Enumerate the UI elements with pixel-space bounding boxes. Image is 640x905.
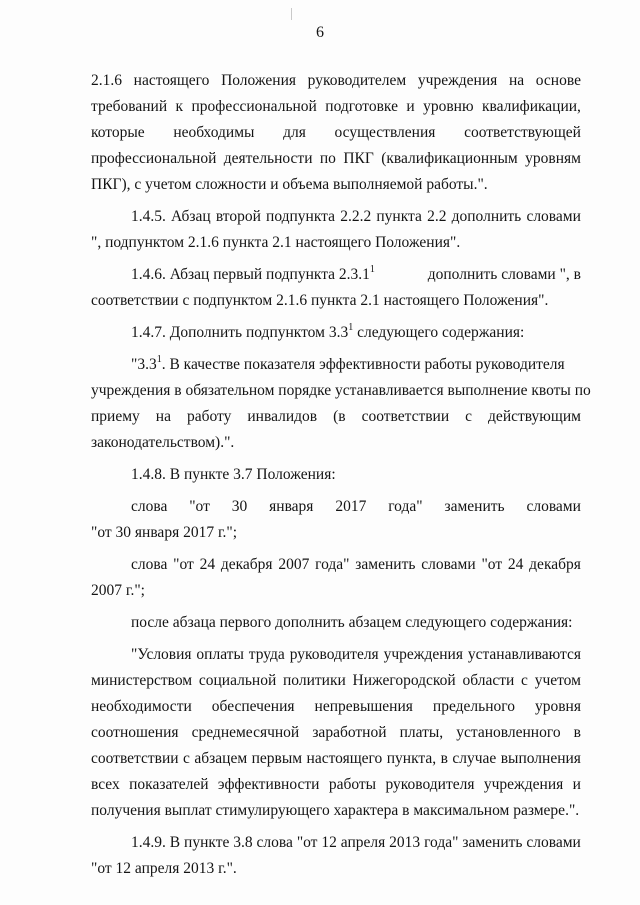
text-line: учреждения в обязательном порядке устанавливается выполнение квоты по: [91, 382, 591, 399]
superscript: 1: [369, 263, 375, 275]
word: уровня: [534, 698, 581, 715]
text-line: "от 12 апреля 2013 г.".: [91, 860, 237, 877]
text-line: [91, 668, 581, 694]
word: области: [462, 672, 515, 689]
word: В: [169, 834, 181, 851]
word: по: [319, 150, 336, 167]
word: осуществления: [334, 124, 436, 141]
word: соотношения: [91, 724, 179, 741]
text-line: [91, 120, 581, 146]
word: 2013: [389, 834, 421, 851]
word: руководителем: [307, 72, 407, 89]
word: работы: [328, 776, 377, 793]
word: с: [183, 750, 190, 767]
word: (квалификационным: [381, 150, 518, 167]
text-line: [91, 262, 581, 288]
word: основе: [535, 72, 581, 89]
word: показателей: [129, 776, 209, 793]
word: года": [424, 834, 459, 851]
word: 3.8: [233, 834, 253, 851]
word: и: [406, 98, 415, 115]
text-line: [91, 404, 581, 430]
word: 2017: [335, 498, 367, 515]
word: руководителя: [385, 776, 475, 793]
word: заменить: [444, 498, 505, 515]
word: соответствии: [91, 750, 179, 767]
word: оплаты: [196, 646, 244, 663]
text-line: соответствии с подпунктом 2.1.6 пункта 2.1 настоящего Положения".: [91, 292, 549, 309]
word: с: [521, 672, 528, 689]
word: заменить: [355, 556, 416, 573]
word: словами: [526, 208, 581, 225]
text-line: [91, 642, 581, 668]
text-line: [91, 494, 581, 520]
word: для: [283, 124, 306, 141]
word: работу: [186, 408, 232, 425]
word: словами: [526, 834, 581, 851]
word: квалификации,: [481, 98, 581, 115]
scan-artifact-mark: [291, 8, 292, 20]
word: 12: [321, 834, 337, 851]
word: платы,: [399, 724, 444, 741]
word: соответствии: [361, 408, 450, 425]
word: на: [508, 72, 525, 89]
word: уровню: [423, 98, 474, 115]
word: требований: [91, 98, 168, 115]
text-line: [91, 94, 581, 120]
page-number: 6: [316, 24, 324, 41]
word: 2.1.6: [91, 72, 122, 89]
word: с: [465, 408, 473, 425]
word: декабря: [529, 556, 581, 573]
word: пункте: [184, 834, 230, 851]
word: декабря: [220, 556, 273, 573]
word: учреждения: [383, 646, 463, 663]
word: года": [388, 498, 423, 515]
text-line: 2007 г.";: [91, 582, 145, 599]
word: необходимы: [173, 124, 255, 141]
word: учетом: [534, 672, 581, 689]
word: устанавливаются: [467, 646, 581, 663]
word: и: [572, 776, 581, 793]
word: настоящего: [306, 750, 383, 767]
word: 2.2.2: [340, 208, 372, 225]
text-line: "от 30 января 2017 г.";: [91, 524, 238, 541]
word: в: [440, 750, 448, 767]
word: пункта,: [386, 750, 437, 767]
word: установленного: [456, 724, 561, 741]
text-line: получения выплат стимулирующего характера в максимальном размере.".: [91, 802, 580, 819]
word: 2.2: [427, 208, 447, 225]
word: апреля: [340, 834, 386, 851]
word: которые: [91, 124, 145, 141]
word: министерством: [91, 672, 193, 689]
text-line: [91, 694, 581, 720]
word: пункта: [376, 208, 422, 225]
word: словами: [421, 556, 476, 573]
word: на: [155, 408, 171, 425]
word: 1.4.5.: [131, 208, 166, 225]
text-line: ПКГ), с учетом сложности и объема выполняемой работы.".: [91, 176, 488, 193]
word: "от: [296, 834, 318, 851]
superscript: 1: [348, 321, 354, 333]
word: "от: [481, 556, 503, 573]
word: труда: [248, 646, 285, 663]
word: соответствующей: [464, 124, 581, 141]
text-segment: дополнить словами ", в: [427, 266, 581, 283]
word: профессиональной: [91, 150, 217, 167]
word: учреждения: [417, 72, 498, 89]
text-line: законодательством).".: [91, 434, 235, 451]
word: второй: [215, 208, 261, 225]
word: инвалидов: [247, 408, 318, 425]
word: уровням: [525, 150, 581, 167]
word: слова: [256, 834, 293, 851]
text-line: [91, 204, 581, 230]
word: заработной: [312, 724, 387, 741]
word: деятельности: [223, 150, 313, 167]
word: эффективности: [217, 776, 320, 793]
word: подпункта: [266, 208, 336, 225]
word: Положения: [221, 72, 297, 89]
word: ПКГ: [343, 150, 374, 167]
text-line: [91, 830, 581, 856]
word: учреждения: [483, 776, 564, 793]
word: 30: [231, 498, 248, 515]
word: настоящего: [133, 72, 210, 89]
text-line: "$3.3^1$. В качестве показателя эффективности работы руководителя: [131, 353, 565, 373]
word: случае: [452, 750, 497, 767]
word: 24: [507, 556, 524, 573]
word: социальной: [198, 672, 277, 689]
text-line: [91, 720, 581, 746]
text-segment: 1.4.6. Абзац первый подпункта 2.3.1$^1$: [131, 263, 375, 283]
word: предельного: [432, 698, 515, 715]
word: первым: [251, 750, 303, 767]
word: 2007: [278, 556, 310, 573]
word: выполнения: [500, 750, 581, 767]
word: профессиональной: [191, 98, 317, 115]
word: заменить: [462, 834, 523, 851]
word: политики: [283, 672, 346, 689]
superscript: 1: [156, 353, 162, 365]
word: "Условия: [131, 646, 192, 663]
word: абзацем: [194, 750, 248, 767]
word: слова: [131, 556, 168, 573]
word: действующим: [488, 408, 581, 425]
word: Абзац: [171, 208, 211, 225]
text-line: [91, 68, 581, 94]
text-line: ", подпунктом 2.1.6 пункта 2.1 настоящего Положения".: [91, 234, 461, 251]
word: словами: [526, 498, 581, 515]
word: всех: [91, 776, 120, 793]
word: руководителя: [289, 646, 379, 663]
word: года": [315, 556, 350, 573]
word: непревышения: [314, 698, 413, 715]
word: 24: [199, 556, 216, 573]
text-line: [91, 746, 581, 772]
word: обеспечения: [211, 698, 295, 715]
word: Нижегородской: [352, 672, 456, 689]
word: приему: [91, 408, 140, 425]
word: в: [573, 724, 581, 741]
word: "от: [173, 556, 194, 573]
word: дополнить: [451, 208, 522, 225]
word: среднемесячной: [191, 724, 300, 741]
text-line: 1.4.8. В пункте 3.7 Положения:: [131, 466, 336, 483]
word: необходимости: [91, 698, 192, 715]
text-line: [91, 772, 581, 798]
word: января: [269, 498, 314, 515]
document-body: [91, 68, 591, 882]
text-line: 1.4.7. Дополнить подпунктом $3.3^1$ следующего содержания:: [131, 321, 525, 341]
text-line: после абзаца первого дополнить абзацем следующего содержания:: [131, 614, 573, 631]
word: к: [175, 98, 184, 115]
text-line: [91, 552, 581, 578]
word: 1.4.9.: [131, 834, 166, 851]
word: (в: [333, 408, 346, 425]
word: "от: [189, 498, 210, 515]
word: слова: [131, 498, 168, 515]
text-line: [91, 146, 581, 172]
word: подготовке: [325, 98, 398, 115]
